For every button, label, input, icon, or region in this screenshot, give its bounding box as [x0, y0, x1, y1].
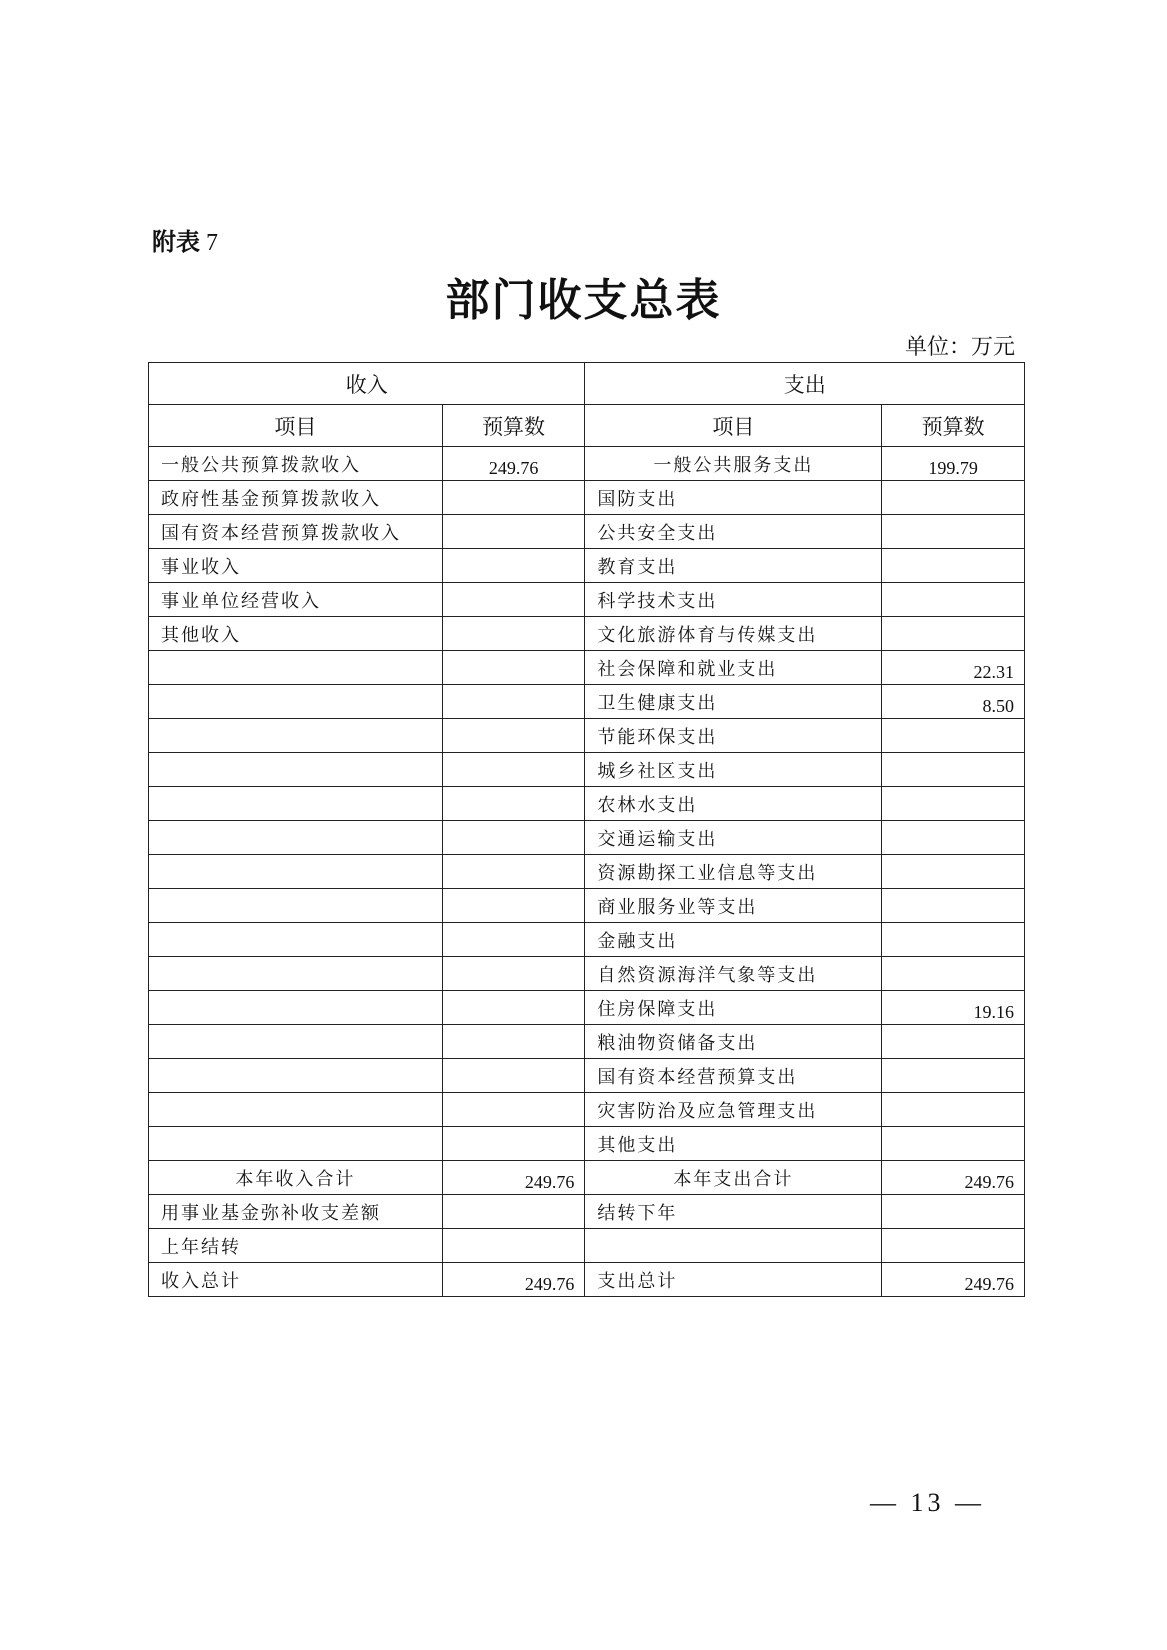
expense-value-cell [882, 821, 1025, 855]
income-item-cell: 收入总计 [149, 1263, 443, 1297]
expense-value-cell [882, 549, 1025, 583]
expense-item-cell: 科学技术支出 [585, 583, 882, 617]
attachment-label-text: 附表 [152, 228, 200, 256]
table-row [149, 1195, 1025, 1229]
budget-table [148, 362, 1025, 1297]
income-item-cell [149, 923, 443, 957]
table-row [149, 1093, 1025, 1127]
income-value-cell [442, 821, 585, 855]
grand-total-row [149, 1263, 1025, 1297]
section-header-row [149, 363, 1025, 405]
income-value-cell [442, 719, 585, 753]
income-item-cell [149, 821, 443, 855]
income-item-column-header: 项目 [149, 405, 443, 447]
attachment-label [152, 222, 218, 257]
expense-budget-column-header: 预算数 [882, 405, 1025, 447]
income-item-cell [149, 719, 443, 753]
expense-value-cell [882, 855, 1025, 889]
year-total-row [149, 1161, 1025, 1195]
expense-item-cell [585, 1229, 882, 1263]
income-value-cell: 249.76 [442, 1161, 585, 1195]
income-value-cell: 249.76 [442, 1263, 585, 1297]
table-row [149, 889, 1025, 923]
income-item-cell [149, 685, 443, 719]
income-item-cell: 本年收入合计 [149, 1161, 443, 1195]
income-value-cell [442, 651, 585, 685]
expense-item-cell: 教育支出 [585, 549, 882, 583]
expense-item-cell: 粮油物资储备支出 [585, 1025, 882, 1059]
expense-item-cell: 交通运输支出 [585, 821, 882, 855]
table-row [149, 957, 1025, 991]
expense-value-cell: 19.16 [882, 991, 1025, 1025]
income-item-cell: 上年结转 [149, 1229, 443, 1263]
expense-item-cell: 商业服务业等支出 [585, 889, 882, 923]
income-item-cell [149, 991, 443, 1025]
expense-item-cell: 其他支出 [585, 1127, 882, 1161]
table-row [149, 685, 1025, 719]
table-row [149, 991, 1025, 1025]
expense-value-cell: 199.79 [882, 447, 1025, 481]
expense-item-cell: 城乡社区支出 [585, 753, 882, 787]
expense-value-cell [882, 753, 1025, 787]
income-value-cell [442, 855, 585, 889]
income-value-cell [442, 1127, 585, 1161]
expense-value-cell: 249.76 [882, 1263, 1025, 1297]
expense-item-cell: 节能环保支出 [585, 719, 882, 753]
expense-item-cell: 国防支出 [585, 481, 882, 515]
expense-value-cell [882, 787, 1025, 821]
income-value-cell [442, 515, 585, 549]
expense-item-cell: 公共安全支出 [585, 515, 882, 549]
income-value-cell [442, 889, 585, 923]
table-row [149, 515, 1025, 549]
income-budget-column-header: 预算数 [442, 405, 585, 447]
table-row [149, 1229, 1025, 1263]
income-value-cell [442, 549, 585, 583]
expense-value-cell: 249.76 [882, 1161, 1025, 1195]
table-row [149, 447, 1025, 481]
income-item-cell [149, 651, 443, 685]
expense-value-cell [882, 583, 1025, 617]
income-item-cell [149, 1093, 443, 1127]
table-row [149, 821, 1025, 855]
income-value-cell [442, 617, 585, 651]
income-value-cell [442, 1229, 585, 1263]
expense-value-cell [882, 1025, 1025, 1059]
income-item-cell: 国有资本经营预算拨款收入 [149, 515, 443, 549]
income-value-cell [442, 583, 585, 617]
income-item-cell: 其他收入 [149, 617, 443, 651]
expense-value-cell [882, 1229, 1025, 1263]
expense-value-cell [882, 1093, 1025, 1127]
expense-value-cell [882, 617, 1025, 651]
income-section-header: 收入 [149, 363, 585, 405]
expense-item-cell: 结转下年 [585, 1195, 882, 1229]
income-item-cell: 事业单位经营收入 [149, 583, 443, 617]
expense-value-cell [882, 719, 1025, 753]
expense-item-cell: 一般公共服务支出 [585, 447, 882, 481]
expense-item-cell: 农林水支出 [585, 787, 882, 821]
expense-value-cell [882, 515, 1025, 549]
income-value-cell [442, 1195, 585, 1229]
income-value-cell [442, 753, 585, 787]
expense-value-cell [882, 481, 1025, 515]
expense-value-cell [882, 923, 1025, 957]
income-item-cell: 一般公共预算拨款收入 [149, 447, 443, 481]
table-row [149, 923, 1025, 957]
income-item-cell: 政府性基金预算拨款收入 [149, 481, 443, 515]
expense-item-cell: 金融支出 [585, 923, 882, 957]
table-row [149, 583, 1025, 617]
page-number: — 13 — [870, 1488, 985, 1517]
income-value-cell [442, 1025, 585, 1059]
expense-value-cell [882, 1059, 1025, 1093]
expense-item-cell: 社会保障和就业支出 [585, 651, 882, 685]
table-row [149, 617, 1025, 651]
table-row [149, 481, 1025, 515]
table-row [149, 651, 1025, 685]
table-row [149, 549, 1025, 583]
income-item-cell [149, 957, 443, 991]
income-item-cell [149, 889, 443, 923]
expense-item-cell: 国有资本经营预算支出 [585, 1059, 882, 1093]
income-item-cell: 用事业基金弥补收支差额 [149, 1195, 443, 1229]
expense-value-cell: 22.31 [882, 651, 1025, 685]
income-item-cell [149, 1059, 443, 1093]
income-item-cell [149, 1025, 443, 1059]
income-value-cell: 249.76 [442, 447, 585, 481]
income-value-cell [442, 481, 585, 515]
expense-value-cell [882, 1195, 1025, 1229]
document-title: 部门收支总表 [445, 275, 722, 326]
expense-item-cell: 灾害防治及应急管理支出 [585, 1093, 882, 1127]
table-row [149, 719, 1025, 753]
expense-item-cell: 住房保障支出 [585, 991, 882, 1025]
expense-value-cell [882, 889, 1025, 923]
income-value-cell [442, 787, 585, 821]
income-item-cell [149, 855, 443, 889]
expense-value-cell [882, 1127, 1025, 1161]
income-item-cell [149, 1127, 443, 1161]
income-value-cell [442, 1093, 585, 1127]
income-item-cell [149, 753, 443, 787]
expense-item-cell: 自然资源海洋气象等支出 [585, 957, 882, 991]
expense-item-cell: 支出总计 [585, 1263, 882, 1297]
expense-item-cell: 资源勘探工业信息等支出 [585, 855, 882, 889]
unit-label: 单位：万元 [904, 335, 1015, 360]
table-row [149, 787, 1025, 821]
expense-value-cell [882, 957, 1025, 991]
income-value-cell [442, 1059, 585, 1093]
table-row [149, 1025, 1025, 1059]
column-header-row [149, 405, 1025, 447]
expense-section-header: 支出 [585, 363, 1025, 405]
income-value-cell [442, 685, 585, 719]
table-row [149, 1059, 1025, 1093]
attachment-number: 7 [206, 230, 218, 256]
expense-item-cell: 本年支出合计 [585, 1161, 882, 1195]
income-value-cell [442, 957, 585, 991]
table-row [149, 753, 1025, 787]
income-item-cell [149, 787, 443, 821]
income-value-cell [442, 923, 585, 957]
table-row [149, 1127, 1025, 1161]
expense-item-cell: 卫生健康支出 [585, 685, 882, 719]
expense-value-cell: 8.50 [882, 685, 1025, 719]
table-row [149, 855, 1025, 889]
income-item-cell: 事业收入 [149, 549, 443, 583]
expense-item-cell: 文化旅游体育与传媒支出 [585, 617, 882, 651]
expense-item-column-header: 项目 [585, 405, 882, 447]
income-value-cell [442, 991, 585, 1025]
